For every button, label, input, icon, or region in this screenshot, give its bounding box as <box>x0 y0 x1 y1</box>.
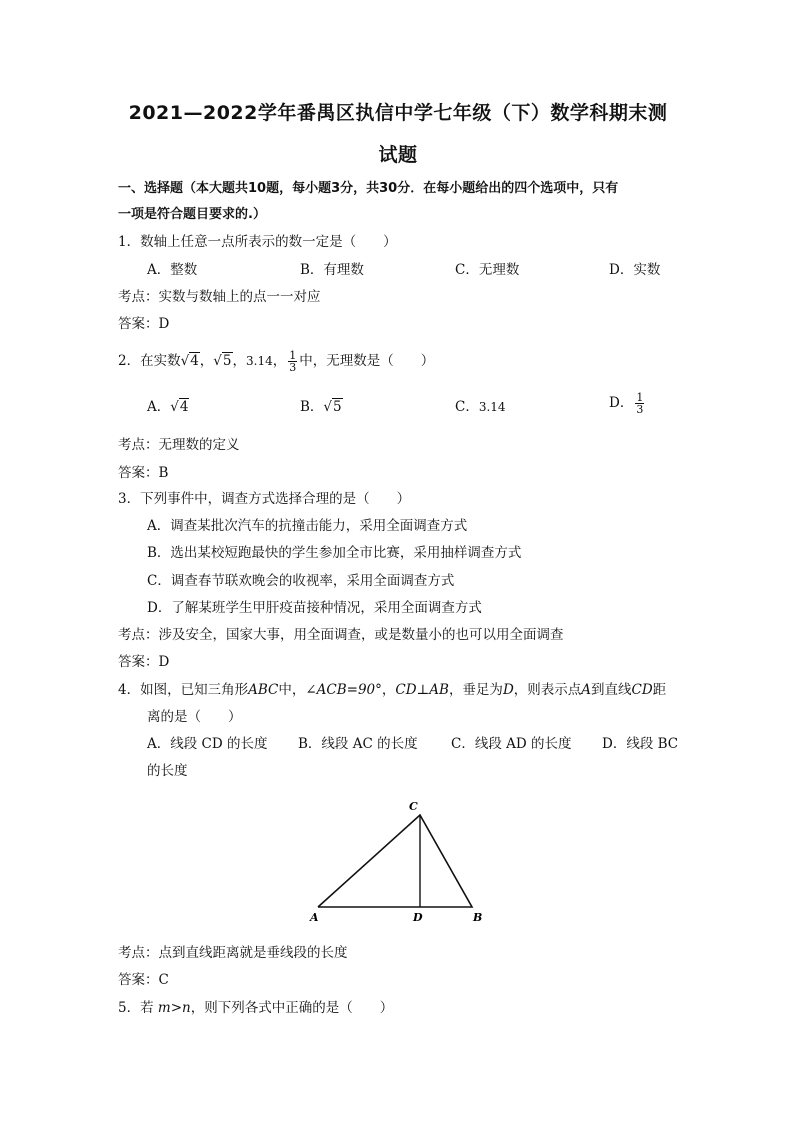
q4-option-b: B．线段 AC 的长度 <box>298 736 418 752</box>
exam-title-line2: 试题 <box>378 144 418 166</box>
q2-option-a: A．√4 <box>147 399 189 415</box>
q1-option-b: B．有理数 <box>300 262 364 278</box>
q4-stem-line2: 离的是（ ） <box>147 709 242 725</box>
triangle-figure <box>300 795 500 930</box>
q2-stem: 2．在实数√4，√5，3.14， $\frac{1}{3}$ 中，无理数是（ ） <box>118 349 435 374</box>
sqrt-5: √5 <box>213 353 232 369</box>
q3-option-d: D．了解某班学生甲肝疫苗接种情况，采用全面调查方式 <box>147 600 482 616</box>
sqrt-4: √4 <box>180 353 199 369</box>
q3-stem: 3．下列事件中，调查方式选择合理的是（ ） <box>118 491 411 507</box>
q2-option-d: D． $\frac{1}{3}$ <box>609 391 644 416</box>
q4-option-d-continued: 的长度 <box>147 763 188 779</box>
q2-suffix: 中，无理数是（ ） <box>299 353 435 369</box>
q2-option-c: C．3.14 <box>455 399 506 415</box>
label-b: B <box>473 911 483 924</box>
q1-option-a: A．整数 <box>147 262 198 278</box>
exam-title-line1: 2021—2022学年番禺区执信中学七年级（下）数学科期末测 <box>128 102 668 124</box>
q2-prefix: 2．在实数 <box>118 353 181 369</box>
q1-option-d: D．实数 <box>609 262 661 278</box>
q4-option-a: A．线段 CD 的长度 <box>147 736 268 752</box>
q4-stem-line1: 4．如图，已知三角形ABC中，∠ACB=90°，CD⊥AB，垂足为D，则表示点A到直线CD距 <box>118 682 667 698</box>
q1-answer: 答案：D <box>118 316 170 332</box>
q1-option-c: C．无理数 <box>455 262 520 278</box>
q2-option-b: B．√5 <box>300 399 342 415</box>
section-heading-line1: 一、选择题（本大题共10题，每小题3分，共30分．在每小题给出的四个选项中，只有 <box>118 181 619 196</box>
q4-answer: 答案：C <box>118 972 169 988</box>
q3-option-c: C．调查春节联欢晚会的收视率，采用全面调查方式 <box>147 573 455 589</box>
q5-stem: 5．若 m>n，则下列各式中正确的是（ ） <box>118 1000 394 1016</box>
q4-option-c: C．线段 AD 的长度 <box>451 736 572 752</box>
label-c: C <box>409 800 418 813</box>
section-heading-line2: 一项是符合题目要求的.） <box>118 207 266 222</box>
q4-option-d: D．线段 BC <box>602 736 679 752</box>
q2-answer: 答案：B <box>118 465 169 481</box>
q1-stem: 1．数轴上任意一点所表示的数一定是（ ） <box>118 234 397 250</box>
value-3-14: 3.14 <box>246 354 273 368</box>
triangle-abc <box>318 815 472 907</box>
q3-option-b: B．选出某校短跑最快的学生参加全市比赛，采用抽样调查方式 <box>147 545 522 561</box>
fraction-one-third: $\frac{1}{3}$ <box>289 349 297 374</box>
q3-answer: 答案：D <box>118 654 170 670</box>
q2-key-point: 考点：无理数的定义 <box>118 437 240 453</box>
label-d: D <box>413 911 423 924</box>
q4-key-point: 考点：点到直线距离就是垂线段的长度 <box>118 945 348 961</box>
q3-key-point: 考点：涉及安全，国家大事，用全面调查，或是数量小的也可以用全面调查 <box>118 627 564 643</box>
q3-option-a: A．调查某批次汽车的抗撞击能力，采用全面调查方式 <box>147 518 468 534</box>
label-a: A <box>310 911 319 924</box>
q1-key-point: 考点：实数与数轴上的点一一对应 <box>118 289 321 305</box>
